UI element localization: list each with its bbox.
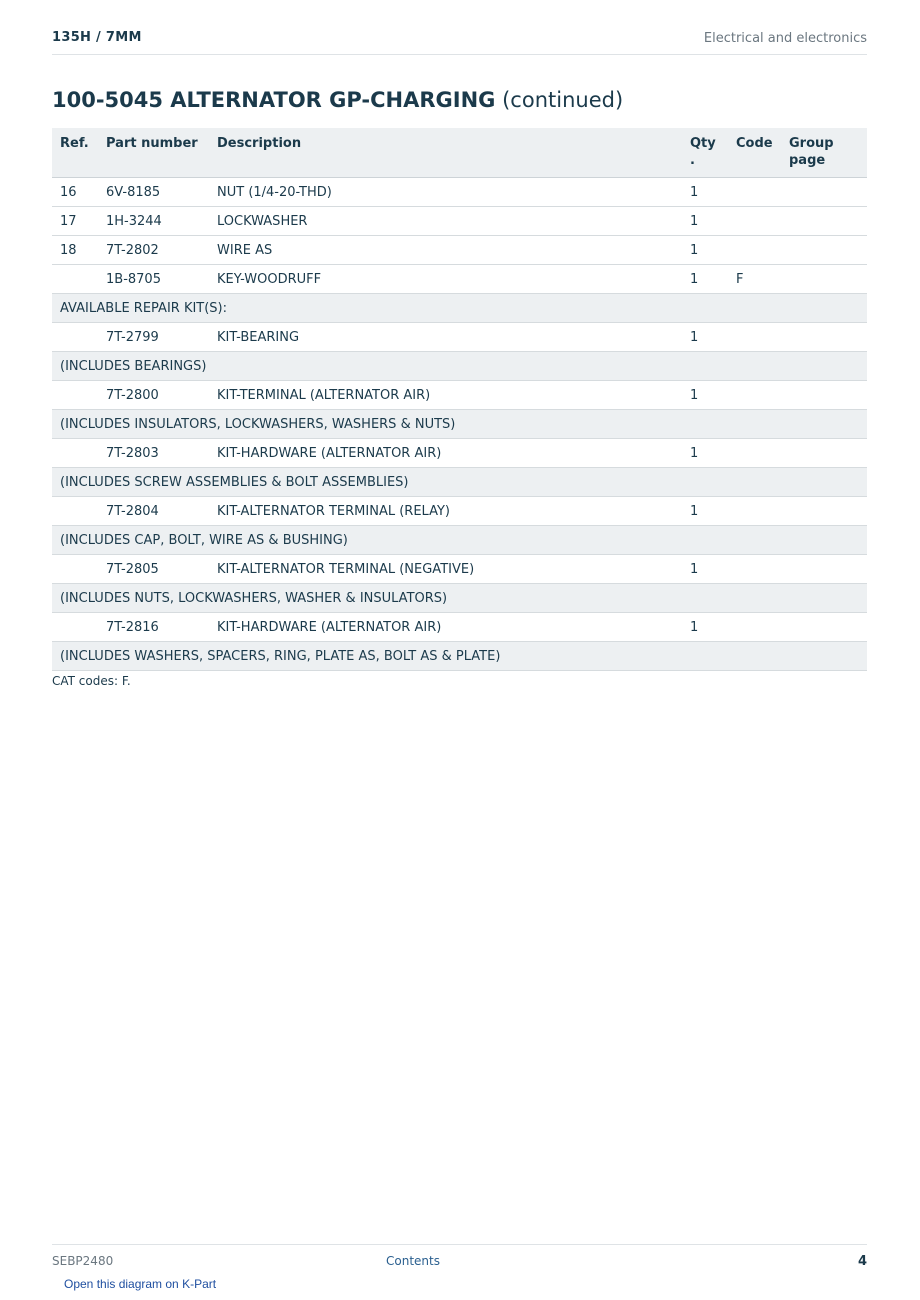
table-row-note (52, 294, 867, 323)
col-header-group-page: Group page (781, 128, 867, 178)
description-cell: WIRE AS (209, 236, 682, 265)
note-cell: (INCLUDES NUTS, LOCKWASHERS, WASHER & INSULATORS) (52, 584, 867, 613)
part-number-cell: 7T-2802 (98, 236, 209, 265)
table-row-note (52, 584, 867, 613)
section-label: Electrical and electronics (703, 31, 867, 46)
table-row-note (52, 642, 867, 671)
contents-link[interactable]: Contents (386, 1254, 440, 1268)
title-main: 100-5045 ALTERNATOR GP-CHARGING (52, 88, 496, 112)
description-cell: KIT-BEARING (209, 323, 682, 352)
table-row (52, 555, 867, 584)
page-number: 4 (857, 1254, 867, 1269)
group-page-cell (781, 381, 867, 410)
group-page-cell (781, 439, 867, 468)
part-number-cell: 1H-3244 (98, 207, 209, 236)
page-header (52, 28, 867, 55)
table-row-note (52, 410, 867, 439)
part-number-cell: 7T-2799 (98, 323, 209, 352)
qty-cell: 1 (682, 439, 728, 468)
description-cell: LOCKWASHER (209, 207, 682, 236)
description-cell: KIT-ALTERNATOR TERMINAL (RELAY) (209, 497, 682, 526)
table-row (52, 497, 867, 526)
qty-cell: 1 (682, 497, 728, 526)
qty-cell: 1 (682, 178, 728, 207)
open-kpart-link[interactable]: Open this diagram on K-Part (64, 1277, 217, 1291)
group-page-cell (781, 265, 867, 294)
table-row (52, 236, 867, 265)
qty-cell: 1 (682, 555, 728, 584)
description-cell: KIT-ALTERNATOR TERMINAL (NEGATIVE) (209, 555, 682, 584)
qty-cell: 1 (682, 207, 728, 236)
qty-header-line2: . (690, 153, 695, 168)
code-cell (728, 381, 781, 410)
col-header-description: Description (209, 128, 682, 178)
table-row (52, 613, 867, 642)
qty-cell: 1 (682, 236, 728, 265)
ref-cell (52, 613, 98, 642)
table-row-note (52, 526, 867, 555)
code-cell (728, 555, 781, 584)
group-page-cell (781, 613, 867, 642)
table-row (52, 207, 867, 236)
col-header-code: Code (728, 128, 781, 178)
note-cell: (INCLUDES SCREW ASSEMBLIES & BOLT ASSEMBLIES) (52, 468, 867, 497)
note-cell: (INCLUDES CAP, BOLT, WIRE AS & BUSHING) (52, 526, 867, 555)
group-page-cell (781, 497, 867, 526)
code-cell (728, 613, 781, 642)
group-page-cell (781, 178, 867, 207)
page-footer (52, 1244, 867, 1275)
ref-cell (52, 439, 98, 468)
part-number-cell: 6V-8185 (98, 178, 209, 207)
qty-cell: 1 (682, 613, 728, 642)
description-cell: KIT-TERMINAL (ALTERNATOR AIR) (209, 381, 682, 410)
part-number-cell: 1B-8705 (98, 265, 209, 294)
qty-header-line1: Qty (690, 136, 716, 151)
ref-cell: 16 (52, 178, 98, 207)
parts-table-body (52, 178, 867, 671)
ref-cell (52, 265, 98, 294)
code-cell (728, 497, 781, 526)
ref-cell (52, 555, 98, 584)
code-cell (728, 439, 781, 468)
table-row-note (52, 352, 867, 381)
parts-table (52, 128, 867, 671)
qty-cell: 1 (682, 323, 728, 352)
page-title (52, 88, 623, 112)
ref-cell (52, 497, 98, 526)
title-suffix: (continued) (502, 88, 624, 112)
table-row (52, 439, 867, 468)
model-label: 135H / 7MM (52, 30, 142, 45)
code-cell: F (728, 265, 781, 294)
ref-cell (52, 323, 98, 352)
table-row (52, 381, 867, 410)
description-cell: KIT-HARDWARE (ALTERNATOR AIR) (209, 613, 682, 642)
cat-codes-note: CAT codes: F. (52, 674, 131, 688)
table-row (52, 323, 867, 352)
document-id: SEBP2480 (52, 1254, 114, 1268)
part-number-cell: 7T-2800 (98, 381, 209, 410)
note-cell: (INCLUDES BEARINGS) (52, 352, 867, 381)
note-cell: AVAILABLE REPAIR KIT(S): (52, 294, 867, 323)
part-number-cell: 7T-2804 (98, 497, 209, 526)
part-number-cell: 7T-2803 (98, 439, 209, 468)
note-cell: (INCLUDES INSULATORS, LOCKWASHERS, WASHERS & NUTS) (52, 410, 867, 439)
code-cell (728, 178, 781, 207)
group-page-cell (781, 236, 867, 265)
group-page-cell (781, 555, 867, 584)
col-header-qty (682, 128, 728, 178)
code-cell (728, 207, 781, 236)
part-number-cell: 7T-2805 (98, 555, 209, 584)
ref-cell: 18 (52, 236, 98, 265)
group-page-cell (781, 207, 867, 236)
code-cell (728, 236, 781, 265)
part-number-cell: 7T-2816 (98, 613, 209, 642)
col-header-ref: Ref. (52, 128, 98, 178)
code-cell (728, 323, 781, 352)
note-cell: (INCLUDES WASHERS, SPACERS, RING, PLATE AS, BOLT AS & PLATE) (52, 642, 867, 671)
description-cell: KEY-WOODRUFF (209, 265, 682, 294)
table-row (52, 178, 867, 207)
qty-cell: 1 (682, 381, 728, 410)
table-header-row (52, 128, 867, 178)
group-page-cell (781, 323, 867, 352)
ref-cell (52, 381, 98, 410)
table-row (52, 265, 867, 294)
col-header-part-number: Part number (98, 128, 209, 178)
description-cell: NUT (1/4-20-THD) (209, 178, 682, 207)
ref-cell: 17 (52, 207, 98, 236)
table-row-note (52, 468, 867, 497)
description-cell: KIT-HARDWARE (ALTERNATOR AIR) (209, 439, 682, 468)
qty-cell: 1 (682, 265, 728, 294)
